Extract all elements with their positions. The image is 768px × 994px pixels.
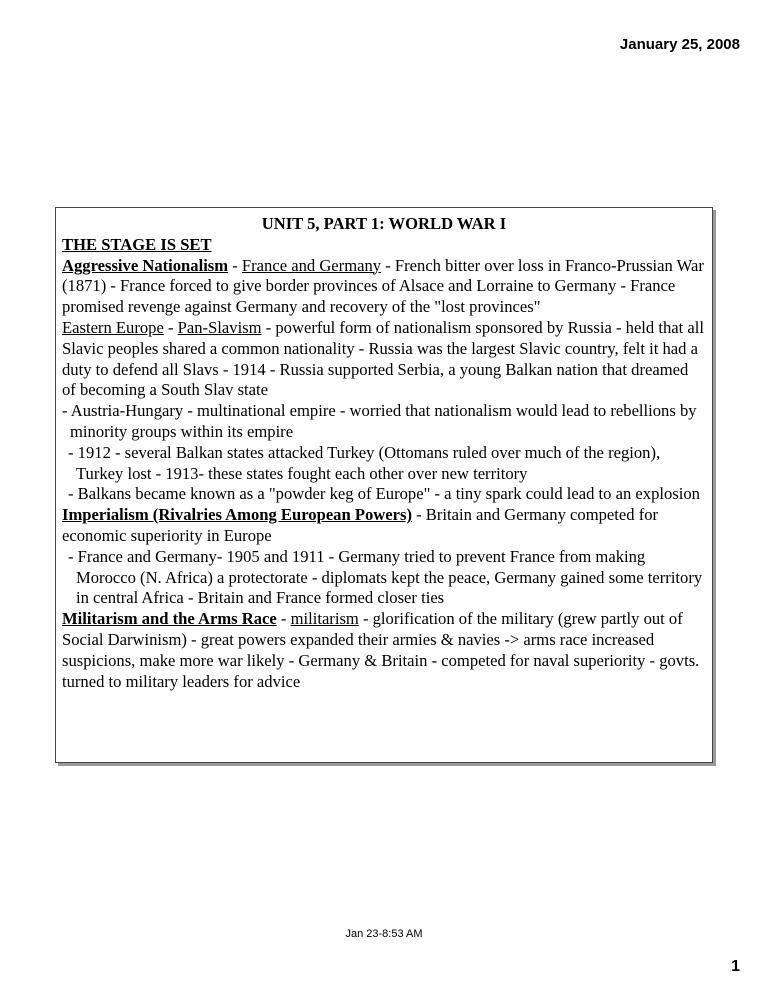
paragraph-text: - powerful form of nationalism sponsored by Russia - held that all Slavic peoples shared a common nationality - Russia was the largest Slavic country, felt it had a duty to defend all Slavs - 1914 - Russia supported Serbia, a young Balkan nation that dreamed of becoming a South Slav state bbox=[62, 317, 704, 400]
section-heading-text: THE STAGE IS SET bbox=[62, 234, 212, 254]
paragraph-balkan-wars: - 1912 - several Balkan states attacked Turkey (Ottomans ruled over much of the region), Turkey lost - 1913- these states fought each other over new territory bbox=[68, 442, 661, 483]
page-date: January 25, 2008 bbox=[619, 36, 740, 53]
heading-militarism: Militarism and the Arms Race bbox=[62, 609, 277, 629]
paragraph-aggressive-nationalism bbox=[62, 256, 706, 318]
heading-eastern-europe: Eastern Europe bbox=[62, 317, 164, 337]
note-title: UNIT 5, PART 1: WORLD WAR I bbox=[261, 214, 507, 233]
term-france-and-germany: France and Germany bbox=[241, 255, 382, 275]
note-box bbox=[55, 207, 713, 763]
paragraph-imperialism bbox=[62, 505, 706, 547]
paragraph-text: - French bitter over loss in Franco-Prussian War (1871) - France forced to give border provinces of Alsace and Lorraine to Germany - France promised revenge against Germany and recovery of the "lost provinces" bbox=[62, 255, 704, 317]
term-pan-slavism: Pan-Slavism bbox=[177, 317, 262, 337]
heading-imperialism: Imperialism (Rivalries Among European Powers) bbox=[62, 505, 412, 525]
paragraph-text: - Britain and Germany competed for economic superiority in Europe bbox=[62, 505, 659, 545]
heading-aggressive-nationalism: Aggressive Nationalism bbox=[62, 255, 229, 275]
paragraph-powder-keg: - Balkans became known as a "powder keg of Europe" - a tiny spark could lead to an explosion bbox=[68, 484, 700, 504]
separator: - bbox=[228, 255, 242, 275]
separator: - bbox=[163, 317, 178, 337]
paragraph-morocco: - France and Germany- 1905 and 1911 - Germany tried to prevent France from making Morocco (N. Africa) a protectorate - diplomats kept the peace, Germany gained some territory in central Africa - Britain and France formed closer ties bbox=[68, 546, 703, 608]
paragraph-eastern-europe bbox=[62, 318, 706, 401]
paragraph-austria-hungary: - Austria-Hungary - multinational empire - worried that nationalism would lead to rebellions by minority groups within its empire bbox=[62, 401, 697, 441]
paragraph-militarism bbox=[62, 609, 706, 692]
separator: - bbox=[276, 609, 291, 629]
page-number: 1 bbox=[731, 958, 740, 975]
term-militarism: militarism bbox=[290, 609, 359, 629]
paragraph-text: - glorification of the military (grew partly out of Social Darwinism) - great powers expanded their armies & navies -> arms race increased suspicions, make more war likely - Germany & Britain - competed for naval superiority - govts. turned to military leaders for advice bbox=[62, 609, 700, 691]
section-heading bbox=[62, 235, 706, 256]
page-timestamp: Jan 23-8:53 AM bbox=[345, 928, 423, 940]
